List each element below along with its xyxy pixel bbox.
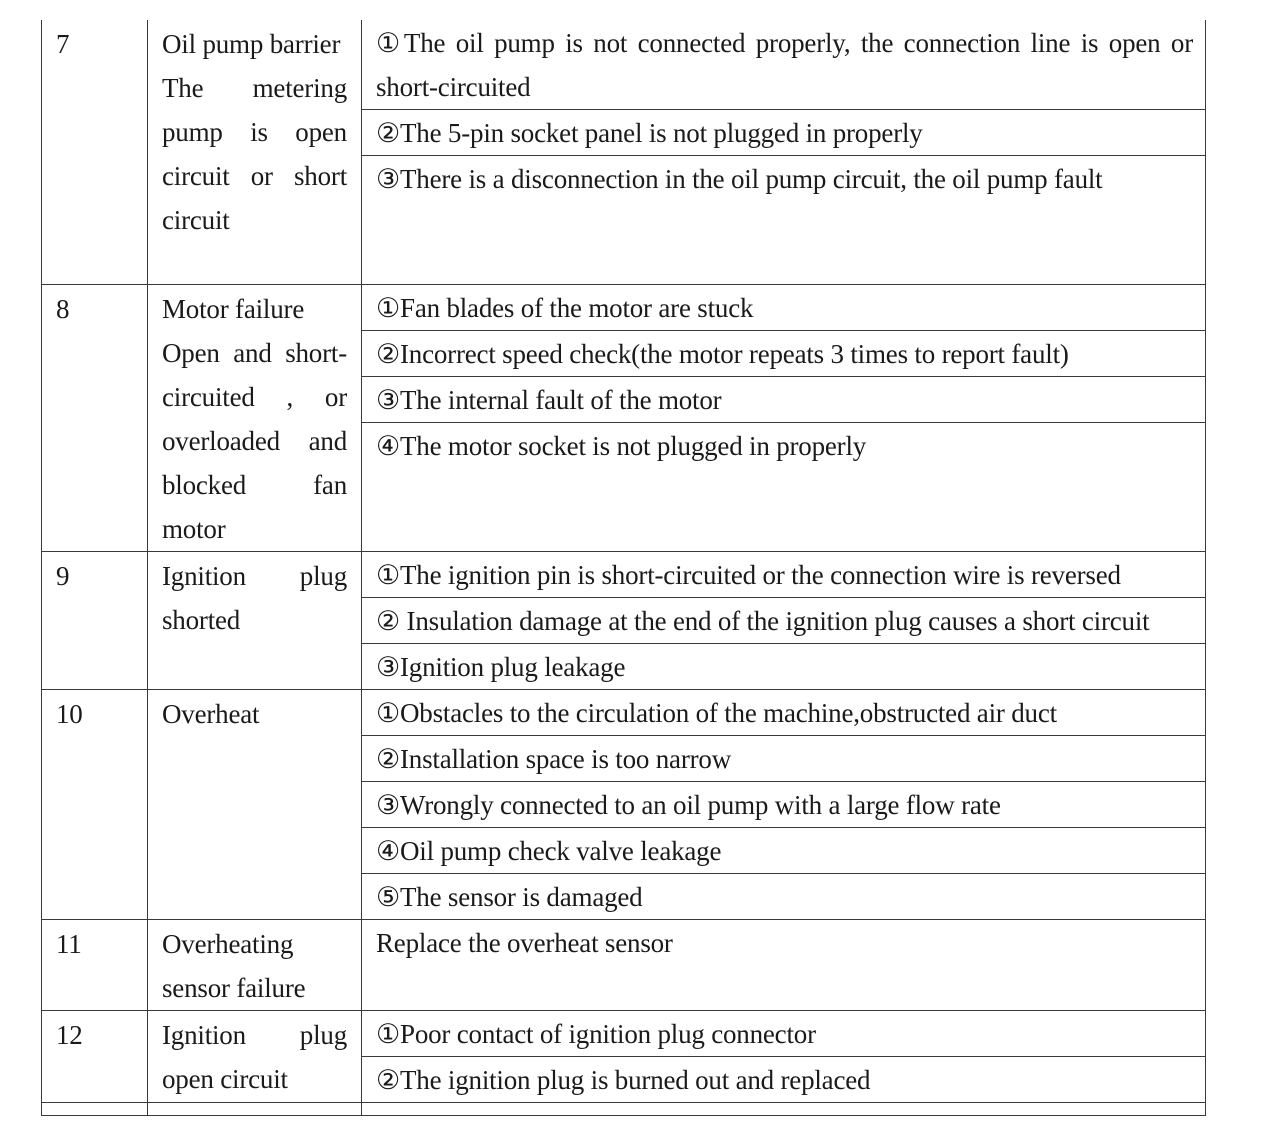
table-cell-empty	[148, 1103, 362, 1116]
fault-causes	[362, 690, 1206, 920]
fault-name	[148, 285, 362, 552]
fault-name-line: Overheating sensor failure	[162, 929, 306, 1003]
fault-name	[148, 690, 362, 920]
table-row	[42, 1011, 1206, 1103]
fault-name-line: Open and short-circuited , or overloaded and blocked fan motor	[162, 338, 347, 544]
cause-item: ①Obstacles to the circulation of the machine,obstructed air duct	[362, 690, 1205, 736]
fault-causes	[362, 20, 1206, 285]
fault-name	[148, 20, 362, 285]
cause-item: ④Oil pump check valve leakage	[362, 828, 1205, 874]
table-row	[42, 285, 1206, 552]
cause-item: ②The ignition plug is burned out and replaced	[376, 1065, 871, 1095]
fault-number: 11	[42, 920, 148, 1011]
fault-code-table	[41, 20, 1206, 1116]
fault-name-line: Ignition plug shorted	[162, 561, 347, 635]
table-row-partial	[42, 1103, 1206, 1116]
cause-item: ②Incorrect speed check(the motor repeats 3 times to report fault)	[362, 331, 1205, 377]
fault-number: 8	[42, 285, 148, 552]
fault-name-line: Overheat	[162, 699, 260, 729]
table-row	[42, 920, 1206, 1011]
cause-item: ③Ignition plug leakage	[376, 652, 626, 682]
fault-number: 9	[42, 552, 148, 690]
cause-item: ④The motor socket is not plugged in properly	[376, 431, 867, 461]
fault-name-line: Motor failure	[162, 294, 305, 324]
cause-item: ②The 5-pin socket panel is not plugged in properly	[362, 110, 1205, 156]
fault-name-line: Oil pump barrier	[162, 29, 341, 59]
cause-item: ③Wrongly connected to an oil pump with a large flow rate	[362, 782, 1205, 828]
cause-item: ② Insulation damage at the end of the ignition plug causes a short circuit	[362, 598, 1205, 644]
cause-item: ①Poor contact of ignition plug connector	[362, 1011, 1205, 1057]
fault-name-line: The metering pump is open circuit or short circuit	[162, 73, 347, 235]
fault-causes	[362, 920, 1206, 1011]
cause-item: ①The ignition pin is short-circuited or the connection wire is reversed	[362, 552, 1205, 598]
fault-causes	[362, 1011, 1206, 1103]
fault-name	[148, 552, 362, 690]
cause-item: ①The oil pump is not connected properly, the connection line is open or short-circuited	[362, 20, 1205, 110]
table-row	[42, 552, 1206, 690]
table-row	[42, 690, 1206, 920]
fault-name	[148, 920, 362, 1011]
table-cell-empty	[362, 1103, 1206, 1116]
cause-item: ①Fan blades of the motor are stuck	[362, 285, 1205, 331]
table-row	[42, 20, 1206, 285]
fault-causes	[362, 552, 1206, 690]
fault-name-line: Ignition plug open circuit	[162, 1020, 347, 1094]
table-cell-empty	[42, 1103, 148, 1116]
fault-causes	[362, 285, 1206, 552]
fault-number: 12	[42, 1011, 148, 1103]
cause-item: ②Installation space is too narrow	[362, 736, 1205, 782]
fault-name	[148, 1011, 362, 1103]
fault-number: 7	[42, 20, 148, 285]
cause-item: ⑤The sensor is damaged	[376, 882, 643, 912]
cause-item: Replace the overheat sensor	[376, 928, 673, 958]
fault-number: 10	[42, 690, 148, 920]
cause-item: ③There is a disconnection in the oil pump circuit, the oil pump fault	[376, 164, 1103, 194]
cause-item: ③The internal fault of the motor	[362, 377, 1205, 423]
